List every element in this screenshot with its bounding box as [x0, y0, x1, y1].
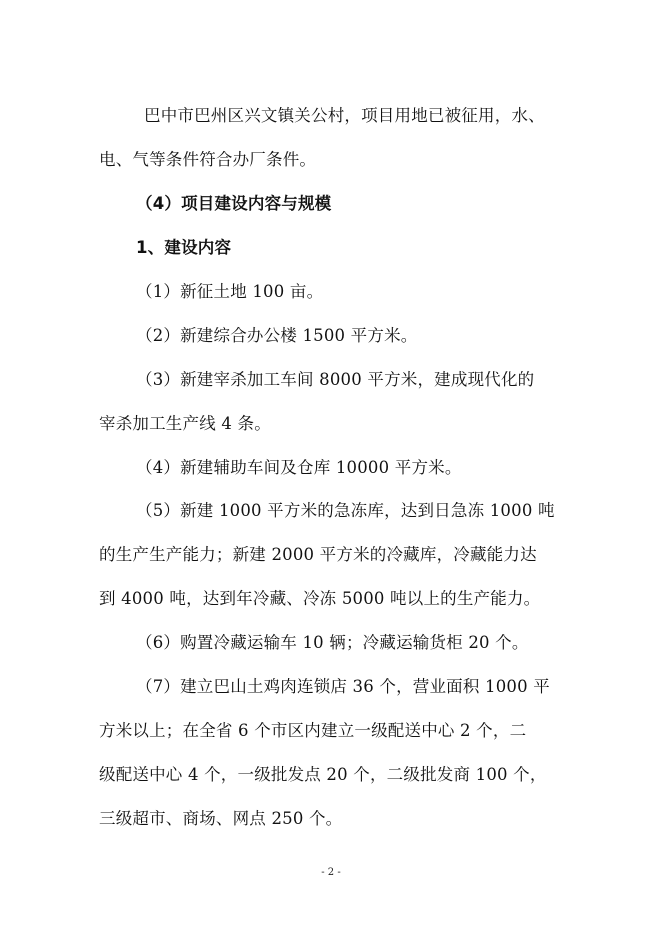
subsection-heading: 1、建设内容 [136, 238, 232, 257]
section-heading: （4）项目建设内容与规模 [136, 194, 332, 213]
list-item-text: 宰杀加工生产线 4 条。 [99, 414, 271, 433]
list-item-text: 的生产生产能力；新建 2000 平方米的冷藏库，冷藏能力达 [99, 545, 537, 564]
list-item-text: （1）新征土地 100 亩。 [136, 282, 324, 301]
list-item-text: 方米以上；在全省 6 个市区内建立一级配送中心 2 个，二 [99, 721, 527, 740]
list-item-text: （7）建立巴山土鸡肉连锁店 36 个，营业面积 1000 平 [136, 677, 550, 696]
list-item-text: 级配送中心 4 个，一级批发点 20 个，二级批发商 100 个， [99, 765, 547, 784]
list-item-text: （3）新建宰杀加工车间 8000 平方米，建成现代化的 [136, 370, 535, 389]
list-item-text: （5）新建 1000 平方米的急冻库，达到日急冻 1000 吨 [136, 501, 555, 520]
list-item-text: （2）新建综合办公楼 1500 平方米。 [136, 326, 418, 345]
page-number: - 2 - [321, 867, 341, 878]
list-item-text: 三级超市、商场、网点 250 个。 [99, 809, 343, 828]
list-item-text: （6）购置冷藏运输车 10 辆；冷藏运输货柜 20 个。 [136, 633, 529, 652]
body-text-line: 巴中市巴州区兴文镇关公村，项目用地已被征用，水、 [144, 106, 545, 125]
body-text-line: 电、气等条件符合办厂条件。 [99, 150, 317, 169]
list-item-text: （4）新建辅助车间及仓库 10000 平方米。 [136, 458, 462, 477]
list-item-text: 到 4000 吨，达到年冷藏、冷冻 5000 吨以上的生产能力。 [99, 589, 541, 608]
